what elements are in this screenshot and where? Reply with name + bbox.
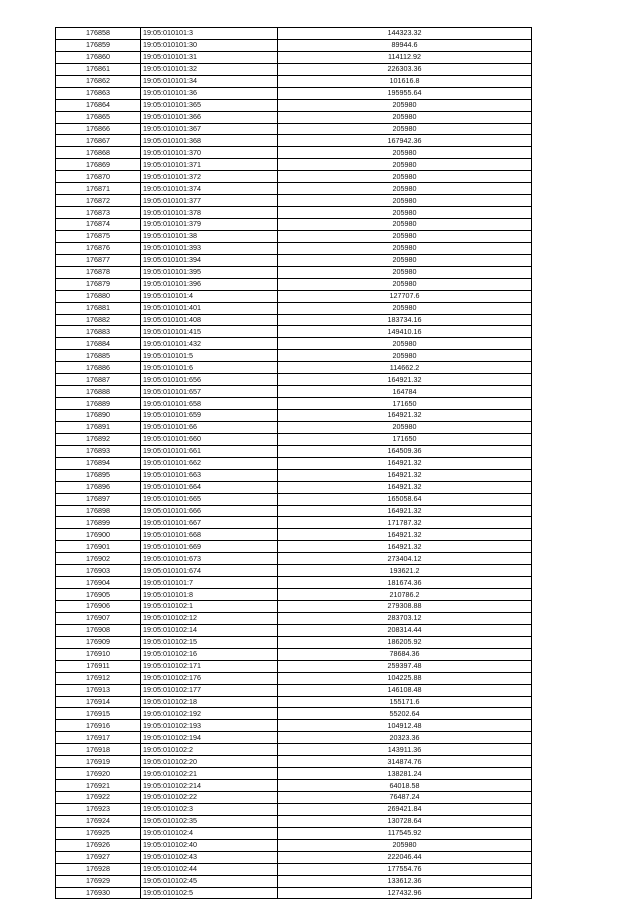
table-row: [56, 827, 532, 839]
row-number-cell: 176858: [56, 28, 141, 40]
value-cell: 205980: [278, 230, 532, 242]
value-cell: 205980: [278, 123, 532, 135]
row-number-cell: 176912: [56, 672, 141, 684]
cadastral-number-cell: 19:05:010101:665: [141, 493, 278, 505]
table-row: [56, 457, 532, 469]
cadastral-number-cell: 19:05:010101:34: [141, 75, 278, 87]
value-cell: 114662.2: [278, 362, 532, 374]
value-cell: 186205.92: [278, 636, 532, 648]
value-cell: 279308.88: [278, 601, 532, 613]
cadastral-number-cell: 19:05:010101:661: [141, 445, 278, 457]
table-row: [56, 171, 532, 183]
row-number-cell: 176927: [56, 851, 141, 863]
table-row: [56, 63, 532, 75]
cadastral-number-cell: 19:05:010102:171: [141, 660, 278, 672]
table-row: [56, 410, 532, 422]
cadastral-number-cell: 19:05:010101:4: [141, 290, 278, 302]
value-cell: 181674.36: [278, 577, 532, 589]
cadastral-number-cell: 19:05:010102:176: [141, 672, 278, 684]
value-cell: 177554.76: [278, 863, 532, 875]
cadastral-number-cell: 19:05:010101:396: [141, 278, 278, 290]
value-cell: 205980: [278, 278, 532, 290]
table-row: [56, 577, 532, 589]
cadastral-number-cell: 19:05:010101:673: [141, 553, 278, 565]
row-number-cell: 176917: [56, 732, 141, 744]
table-row: [56, 732, 532, 744]
table-row: [56, 147, 532, 159]
table-row: [56, 612, 532, 624]
row-number-cell: 176864: [56, 99, 141, 111]
value-cell: 138281.24: [278, 768, 532, 780]
cadastral-number-cell: 19:05:010101:366: [141, 111, 278, 123]
value-cell: 205980: [278, 242, 532, 254]
table-row: [56, 768, 532, 780]
row-number-cell: 176873: [56, 207, 141, 219]
cadastral-number-cell: 19:05:010101:674: [141, 565, 278, 577]
value-cell: 164921.32: [278, 529, 532, 541]
cadastral-number-cell: 19:05:010101:378: [141, 207, 278, 219]
value-cell: 210786.2: [278, 589, 532, 601]
cadastral-number-cell: 19:05:010102:5: [141, 887, 278, 899]
cadastral-number-cell: 19:05:010101:6: [141, 362, 278, 374]
cadastral-number-cell: 19:05:010102:192: [141, 708, 278, 720]
cadastral-number-cell: 19:05:010101:659: [141, 410, 278, 422]
cadastral-number-cell: 19:05:010101:368: [141, 135, 278, 147]
row-number-cell: 176929: [56, 875, 141, 887]
row-number-cell: 176893: [56, 445, 141, 457]
row-number-cell: 176898: [56, 505, 141, 517]
table-row: [56, 326, 532, 338]
value-cell: 195955.64: [278, 87, 532, 99]
cadastral-number-cell: 19:05:010101:66: [141, 421, 278, 433]
row-number-cell: 176920: [56, 768, 141, 780]
row-number-cell: 176860: [56, 51, 141, 63]
cadastral-number-cell: 19:05:010101:408: [141, 314, 278, 326]
value-cell: 205980: [278, 99, 532, 111]
cadastral-number-cell: 19:05:010101:664: [141, 481, 278, 493]
table-row: [56, 28, 532, 40]
table-row: [56, 135, 532, 147]
row-number-cell: 176878: [56, 266, 141, 278]
cadastral-number-cell: 19:05:010101:8: [141, 589, 278, 601]
table-row: [56, 803, 532, 815]
row-number-cell: 176894: [56, 457, 141, 469]
row-number-cell: 176861: [56, 63, 141, 75]
table-row: [56, 266, 532, 278]
row-number-cell: 176909: [56, 636, 141, 648]
cadastral-number-cell: 19:05:010102:1: [141, 601, 278, 613]
value-cell: 164921.32: [278, 469, 532, 481]
cadastral-number-cell: 19:05:010101:658: [141, 398, 278, 410]
value-cell: 164921.32: [278, 410, 532, 422]
row-number-cell: 176906: [56, 601, 141, 613]
table-row: [56, 159, 532, 171]
value-cell: 117545.92: [278, 827, 532, 839]
value-cell: 314874.76: [278, 756, 532, 768]
table-row: [56, 183, 532, 195]
cadastral-number-cell: 19:05:010101:367: [141, 123, 278, 135]
cadastral-number-cell: 19:05:010102:18: [141, 696, 278, 708]
table-row: [56, 863, 532, 875]
row-number-cell: 176889: [56, 398, 141, 410]
value-cell: 205980: [278, 302, 532, 314]
value-cell: 222046.44: [278, 851, 532, 863]
row-number-cell: 176882: [56, 314, 141, 326]
cadastral-number-cell: 19:05:010102:12: [141, 612, 278, 624]
cadastral-number-cell: 19:05:010101:663: [141, 469, 278, 481]
table-row: [56, 195, 532, 207]
table-row: [56, 123, 532, 135]
table-row: [56, 720, 532, 732]
row-number-cell: 176902: [56, 553, 141, 565]
table-row: [56, 481, 532, 493]
cadastral-number-cell: 19:05:010102:35: [141, 815, 278, 827]
value-cell: 226303.36: [278, 63, 532, 75]
value-cell: 130728.64: [278, 815, 532, 827]
table-row: [56, 601, 532, 613]
value-cell: 205980: [278, 171, 532, 183]
row-number-cell: 176930: [56, 887, 141, 899]
row-number-cell: 176891: [56, 421, 141, 433]
value-cell: 167942.36: [278, 135, 532, 147]
cadastral-number-cell: 19:05:010102:194: [141, 732, 278, 744]
value-cell: 205980: [278, 338, 532, 350]
cadastral-number-cell: 19:05:010101:666: [141, 505, 278, 517]
cadastral-number-cell: 19:05:010101:377: [141, 195, 278, 207]
value-cell: 183734.16: [278, 314, 532, 326]
cadastral-number-cell: 19:05:010101:657: [141, 386, 278, 398]
cadastral-number-cell: 19:05:010101:379: [141, 219, 278, 231]
table-row: [56, 756, 532, 768]
value-cell: 205980: [278, 421, 532, 433]
value-cell: 171650: [278, 398, 532, 410]
table-row: [56, 529, 532, 541]
table-row: [56, 39, 532, 51]
value-cell: 164509.36: [278, 445, 532, 457]
row-number-cell: 176907: [56, 612, 141, 624]
cadastral-number-cell: 19:05:010101:393: [141, 242, 278, 254]
cadastral-number-cell: 19:05:010101:662: [141, 457, 278, 469]
table-row: [56, 350, 532, 362]
row-number-cell: 176866: [56, 123, 141, 135]
row-number-cell: 176869: [56, 159, 141, 171]
cadastral-number-cell: 19:05:010101:415: [141, 326, 278, 338]
value-cell: 205980: [278, 195, 532, 207]
cadastral-number-cell: 19:05:010102:16: [141, 648, 278, 660]
table-row: [56, 433, 532, 445]
value-cell: 208314.44: [278, 624, 532, 636]
row-number-cell: 176921: [56, 780, 141, 792]
value-cell: 164921.32: [278, 541, 532, 553]
value-cell: 155171.6: [278, 696, 532, 708]
row-number-cell: 176883: [56, 326, 141, 338]
row-number-cell: 176896: [56, 481, 141, 493]
value-cell: 193621.2: [278, 565, 532, 577]
table-row: [56, 624, 532, 636]
row-number-cell: 176900: [56, 529, 141, 541]
table-row: [56, 386, 532, 398]
value-cell: 114112.92: [278, 51, 532, 63]
value-cell: 205980: [278, 219, 532, 231]
row-number-cell: 176908: [56, 624, 141, 636]
row-number-cell: 176926: [56, 839, 141, 851]
table-row: [56, 744, 532, 756]
cadastral-value-table: [55, 27, 532, 899]
table-row: [56, 87, 532, 99]
row-number-cell: 176877: [56, 254, 141, 266]
value-cell: 205980: [278, 839, 532, 851]
value-cell: 164921.32: [278, 481, 532, 493]
cadastral-number-cell: 19:05:010101:36: [141, 87, 278, 99]
row-number-cell: 176892: [56, 433, 141, 445]
row-number-cell: 176905: [56, 589, 141, 601]
cadastral-number-cell: 19:05:010101:31: [141, 51, 278, 63]
table-row: [56, 207, 532, 219]
table-row: [56, 792, 532, 804]
row-number-cell: 176925: [56, 827, 141, 839]
cadastral-number-cell: 19:05:010102:4: [141, 827, 278, 839]
cadastral-number-cell: 19:05:010102:22: [141, 792, 278, 804]
value-cell: 283703.12: [278, 612, 532, 624]
value-cell: 164784: [278, 386, 532, 398]
value-cell: 205980: [278, 207, 532, 219]
row-number-cell: 176881: [56, 302, 141, 314]
value-cell: 55202.64: [278, 708, 532, 720]
table-row: [56, 660, 532, 672]
row-number-cell: 176880: [56, 290, 141, 302]
table-row: [56, 362, 532, 374]
table-row: [56, 672, 532, 684]
row-number-cell: 176879: [56, 278, 141, 290]
table-row: [56, 219, 532, 231]
value-cell: 89944.6: [278, 39, 532, 51]
cadastral-number-cell: 19:05:010101:5: [141, 350, 278, 362]
row-number-cell: 176867: [56, 135, 141, 147]
cadastral-number-cell: 19:05:010101:365: [141, 99, 278, 111]
cadastral-number-cell: 19:05:010101:401: [141, 302, 278, 314]
row-number-cell: 176916: [56, 720, 141, 732]
value-cell: 205980: [278, 266, 532, 278]
value-cell: 171650: [278, 433, 532, 445]
row-number-cell: 176868: [56, 147, 141, 159]
table-body: [56, 28, 532, 899]
row-number-cell: 176888: [56, 386, 141, 398]
cadastral-number-cell: 19:05:010101:371: [141, 159, 278, 171]
cadastral-number-cell: 19:05:010101:432: [141, 338, 278, 350]
cadastral-number-cell: 19:05:010101:32: [141, 63, 278, 75]
table-row: [56, 851, 532, 863]
row-number-cell: 176874: [56, 219, 141, 231]
table-row: [56, 684, 532, 696]
table-row: [56, 374, 532, 386]
table-row: [56, 99, 532, 111]
value-cell: 76487.24: [278, 792, 532, 804]
value-cell: 205980: [278, 111, 532, 123]
cadastral-number-cell: 19:05:010101:395: [141, 266, 278, 278]
row-number-cell: 176915: [56, 708, 141, 720]
table-row: [56, 254, 532, 266]
value-cell: 259397.48: [278, 660, 532, 672]
row-number-cell: 176875: [56, 230, 141, 242]
value-cell: 127432.96: [278, 887, 532, 899]
table-row: [56, 111, 532, 123]
value-cell: 104225.88: [278, 672, 532, 684]
cadastral-number-cell: 19:05:010102:177: [141, 684, 278, 696]
row-number-cell: 176910: [56, 648, 141, 660]
value-cell: 171787.32: [278, 517, 532, 529]
row-number-cell: 176928: [56, 863, 141, 875]
value-cell: 205980: [278, 183, 532, 195]
cadastral-number-cell: 19:05:010101:3: [141, 28, 278, 40]
value-cell: 164921.32: [278, 505, 532, 517]
table-row: [56, 314, 532, 326]
value-cell: 273404.12: [278, 553, 532, 565]
cadastral-number-cell: 19:05:010102:43: [141, 851, 278, 863]
row-number-cell: 176863: [56, 87, 141, 99]
cadastral-number-cell: 19:05:010101:660: [141, 433, 278, 445]
table-row: [56, 565, 532, 577]
table-row: [56, 290, 532, 302]
row-number-cell: 176923: [56, 803, 141, 815]
value-cell: 104912.48: [278, 720, 532, 732]
value-cell: 146108.48: [278, 684, 532, 696]
value-cell: 149410.16: [278, 326, 532, 338]
table-row: [56, 230, 532, 242]
cadastral-number-cell: 19:05:010101:374: [141, 183, 278, 195]
row-number-cell: 176887: [56, 374, 141, 386]
table-row: [56, 887, 532, 899]
cadastral-number-cell: 19:05:010101:656: [141, 374, 278, 386]
row-number-cell: 176899: [56, 517, 141, 529]
table-row: [56, 589, 532, 601]
cadastral-number-cell: 19:05:010102:20: [141, 756, 278, 768]
table-row: [56, 815, 532, 827]
value-cell: 164921.32: [278, 374, 532, 386]
cadastral-number-cell: 19:05:010101:394: [141, 254, 278, 266]
cadastral-number-cell: 19:05:010101:30: [141, 39, 278, 51]
row-number-cell: 176886: [56, 362, 141, 374]
table-row: [56, 242, 532, 254]
row-number-cell: 176884: [56, 338, 141, 350]
value-cell: 127707.6: [278, 290, 532, 302]
row-number-cell: 176871: [56, 183, 141, 195]
cadastral-number-cell: 19:05:010101:38: [141, 230, 278, 242]
row-number-cell: 176922: [56, 792, 141, 804]
table-row: [56, 493, 532, 505]
row-number-cell: 176914: [56, 696, 141, 708]
value-cell: 205980: [278, 147, 532, 159]
cadastral-number-cell: 19:05:010102:44: [141, 863, 278, 875]
table-row: [56, 780, 532, 792]
row-number-cell: 176924: [56, 815, 141, 827]
table-row: [56, 541, 532, 553]
cadastral-number-cell: 19:05:010101:668: [141, 529, 278, 541]
cadastral-number-cell: 19:05:010102:214: [141, 780, 278, 792]
row-number-cell: 176918: [56, 744, 141, 756]
cadastral-number-cell: 19:05:010102:21: [141, 768, 278, 780]
value-cell: 20323.36: [278, 732, 532, 744]
value-cell: 143911.36: [278, 744, 532, 756]
row-number-cell: 176901: [56, 541, 141, 553]
table-row: [56, 839, 532, 851]
table-row: [56, 398, 532, 410]
cadastral-number-cell: 19:05:010101:669: [141, 541, 278, 553]
cadastral-number-cell: 19:05:010101:370: [141, 147, 278, 159]
table-row: [56, 636, 532, 648]
table-row: [56, 553, 532, 565]
row-number-cell: 176885: [56, 350, 141, 362]
table-row: [56, 648, 532, 660]
value-cell: 165058.64: [278, 493, 532, 505]
table-row: [56, 302, 532, 314]
table-row: [56, 338, 532, 350]
row-number-cell: 176859: [56, 39, 141, 51]
value-cell: 205980: [278, 350, 532, 362]
row-number-cell: 176911: [56, 660, 141, 672]
cadastral-number-cell: 19:05:010101:7: [141, 577, 278, 589]
value-cell: 64018.58: [278, 780, 532, 792]
cadastral-number-cell: 19:05:010102:2: [141, 744, 278, 756]
cadastral-number-cell: 19:05:010102:45: [141, 875, 278, 887]
row-number-cell: 176913: [56, 684, 141, 696]
table-row: [56, 875, 532, 887]
row-number-cell: 176904: [56, 577, 141, 589]
table-row: [56, 505, 532, 517]
row-number-cell: 176862: [56, 75, 141, 87]
row-number-cell: 176865: [56, 111, 141, 123]
row-number-cell: 176870: [56, 171, 141, 183]
value-cell: 205980: [278, 159, 532, 171]
row-number-cell: 176895: [56, 469, 141, 481]
table-row: [56, 51, 532, 63]
table-row: [56, 445, 532, 457]
row-number-cell: 176876: [56, 242, 141, 254]
cadastral-number-cell: 19:05:010102:193: [141, 720, 278, 732]
cadastral-number-cell: 19:05:010101:372: [141, 171, 278, 183]
value-cell: 101616.8: [278, 75, 532, 87]
row-number-cell: 176897: [56, 493, 141, 505]
row-number-cell: 176919: [56, 756, 141, 768]
cadastral-number-cell: 19:05:010102:40: [141, 839, 278, 851]
table-row: [56, 469, 532, 481]
value-cell: 205980: [278, 254, 532, 266]
row-number-cell: 176903: [56, 565, 141, 577]
cadastral-number-cell: 19:05:010102:15: [141, 636, 278, 648]
row-number-cell: 176890: [56, 410, 141, 422]
cadastral-number-cell: 19:05:010102:14: [141, 624, 278, 636]
value-cell: 269421.84: [278, 803, 532, 815]
value-cell: 144323.32: [278, 28, 532, 40]
cadastral-number-cell: 19:05:010101:667: [141, 517, 278, 529]
value-cell: 164921.32: [278, 457, 532, 469]
table-row: [56, 517, 532, 529]
table-row: [56, 421, 532, 433]
value-cell: 133612.36: [278, 875, 532, 887]
table-row: [56, 75, 532, 87]
table-row: [56, 696, 532, 708]
cadastral-number-cell: 19:05:010102:3: [141, 803, 278, 815]
table-row: [56, 708, 532, 720]
value-cell: 78684.36: [278, 648, 532, 660]
table-row: [56, 278, 532, 290]
row-number-cell: 176872: [56, 195, 141, 207]
